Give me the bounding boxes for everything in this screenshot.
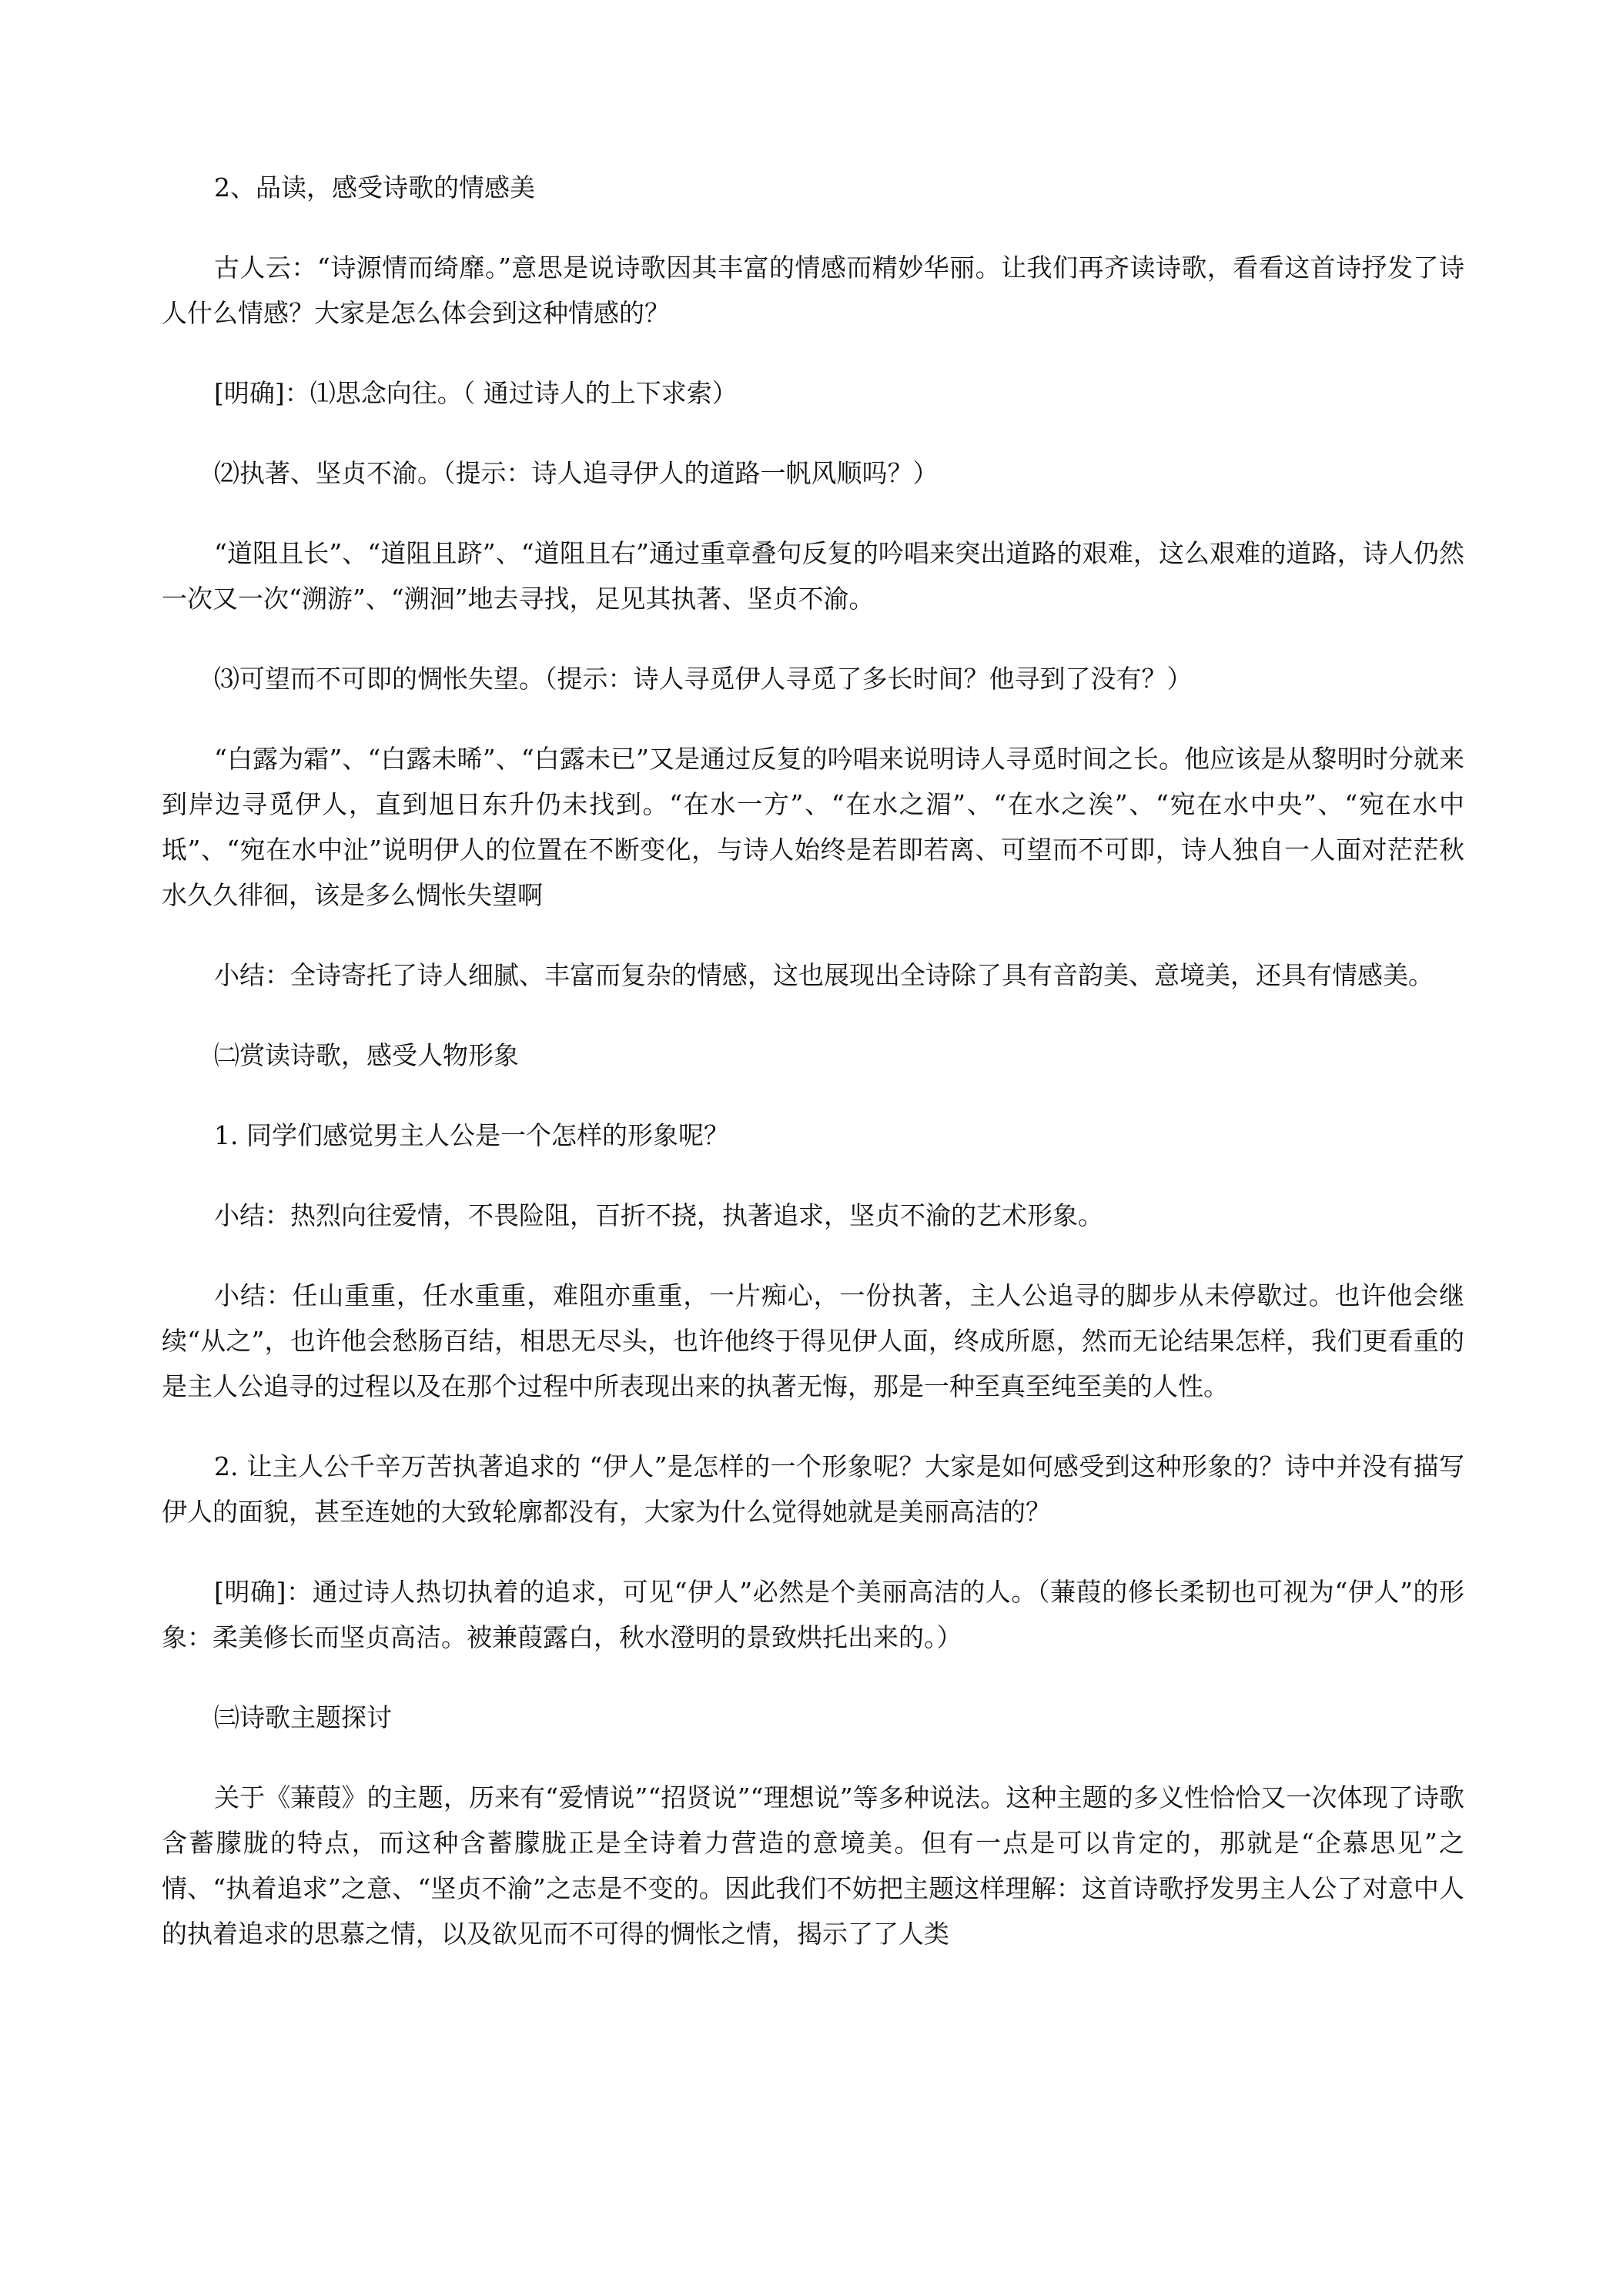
paragraph-summary-emotion: 小结：全诗寄托了诗人细腻、丰富而复杂的情感，这也展现出全诗除了具有音韵美、意境美，还具有情感美。 bbox=[214, 960, 1434, 990]
paragraph-intro-question: 古人云：“诗源情而绮靡。”意思是说诗歌因其丰富的情感而精妙华丽。让我们再齐读诗歌，看看这首诗抒发了诗人什么情感？大家是怎么体会到这种情感的？ bbox=[162, 253, 1464, 328]
paragraph-answer-1: [明确]：⑴思念向往。（ 通过诗人的上下求索） bbox=[214, 378, 738, 408]
paragraph-road-analysis: “道阻且长”、“道阻且跻”、“道阻且右”通过重章叠句反复的吟唱来突出道路的艰难，这么艰难的道路，诗人仍然一次又一次“溯游”、“溯洄”地去寻找，足见其执著、坚贞不渝。 bbox=[162, 538, 1464, 614]
paragraph-time-analysis: “白露为霜”、“白露未晞”、“白露未已”又是通过反复的吟唱来说明诗人寻觅时间之长。他应该是从黎明时分就来到岸边寻觅伊人，直到旭日东升仍未找到。“在水一方”、“在水之湄”、“在水之涘”、“宛在水中央”、“宛在水中坻”、“宛在水中沚”说明伊人的位置在不断变化，与诗人始终是若即若离、可望而不可即，诗人独自一人面对茫茫秋水久久徘徊，该是多么惆怅失望啊 bbox=[162, 744, 1464, 910]
paragraph-summary-pursuit: 小结：任山重重，任水重重，难阻亦重重，一片痴心，一份执著，主人公追寻的脚步从未停歇过。也许他会继续“从之”，也许他会愁肠百结，相思无尽头，也许他终于得见伊人面，终成所愿，然而无论结果怎样，我们更看重的是主人公追寻的过程以及在那个过程中所表现出来的执著无悔，那是一种至真至纯至美的人性。 bbox=[162, 1280, 1464, 1401]
section-heading-character: ㈡赏读诗歌，感受人物形象 bbox=[214, 1040, 519, 1070]
paragraph-answer-yiren: [明确]：通过诗人热切执着的追求，可见“伊人”必然是个美丽高洁的人。（蒹葭的修长柔韧也可视为“伊人”的形象：柔美修长而坚贞高洁。被兼葭露白，秋水澄明的景致烘托出来的。） bbox=[162, 1577, 1464, 1652]
paragraph-question-1: 1. 同学们感觉男主人公是一个怎样的形象呢？ bbox=[214, 1120, 729, 1150]
paragraph-summary-hero: 小结：热烈向往爱情，不畏险阻，百折不挠，执著追求，坚贞不渝的艺术形象。 bbox=[214, 1200, 1103, 1230]
paragraph-answer-2: ⑵执著、坚贞不渝。（提示：诗人追寻伊人的道路一帆风顺吗？） bbox=[214, 458, 939, 488]
paragraph-answer-3: ⑶可望而不可即的惆怅失望。（提示：诗人寻觅伊人寻觅了多长时间？他寻到了没有？） bbox=[214, 664, 1193, 694]
section-heading-emotion: 2、品读，感受诗歌的情感美 bbox=[214, 172, 535, 202]
document-page bbox=[162, 165, 1464, 1956]
paragraph-question-2: 2. 让主人公千辛万苦执著追求的 “伊人”是怎样的一个形象呢？大家是如何感受到这种形象的？诗中并没有描写伊人的面貌，甚至连她的大致轮廓都没有，大家为什么觉得她就是美丽高洁的？ bbox=[162, 1451, 1464, 1527]
section-heading-theme: ㈢诗歌主题探讨 bbox=[214, 1702, 392, 1732]
paragraph-theme-discussion: 关于《蒹葭》的主题，历来有“爱情说”“招贤说”“理想说”等多种说法。这种主题的多义性恰恰又一次体现了诗歌含蓄朦胧的特点，而这种含蓄朦胧正是全诗着力营造的意境美。但有一点是可以肯定的，那就是“企慕思见”之情、“执着追求”之意、“坚贞不渝”之志是不变的。因此我们不妨把主题这样理解：这首诗歌抒发男主人公了对意中人的执着追求的思慕之情，以及欲见而不可得的惆怅之情，揭示了了人类 bbox=[162, 1782, 1464, 1949]
